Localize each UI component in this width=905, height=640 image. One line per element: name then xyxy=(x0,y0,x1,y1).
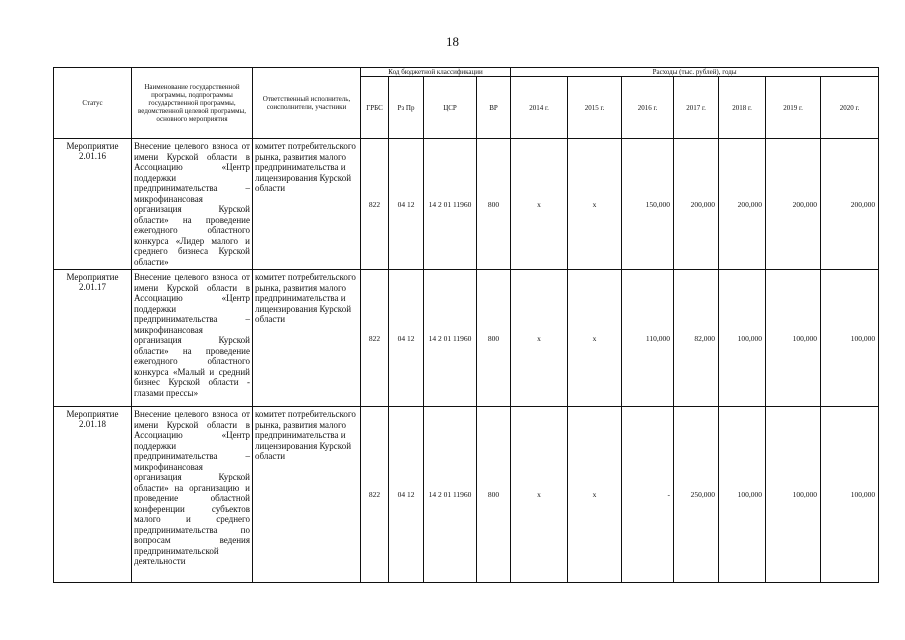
value-2019-cell: 100,000 xyxy=(766,407,821,583)
header-year-2020: 2020 г. xyxy=(821,77,879,139)
value-2017-cell: 250,000 xyxy=(674,407,719,583)
header-year-2015: 2015 г. xyxy=(568,77,622,139)
value-2017-cell: 200,000 xyxy=(674,139,719,270)
vr-cell: 800 xyxy=(477,407,511,583)
header-status: Статус xyxy=(54,68,132,139)
value-2014-cell: х xyxy=(511,270,568,407)
header-year-2016: 2016 г. xyxy=(622,77,674,139)
budget-table xyxy=(53,67,879,583)
value-2019-cell: 200,000 xyxy=(766,139,821,270)
header-year-2014: 2014 г. xyxy=(511,77,568,139)
value-2014-cell: х xyxy=(511,139,568,270)
table-row xyxy=(54,139,879,270)
csr-cell: 14 2 01 11960 xyxy=(424,270,477,407)
header-rzpr: Рз Пр xyxy=(389,77,424,139)
page-number: 18 xyxy=(446,34,459,49)
vr-cell: 800 xyxy=(477,270,511,407)
rzpr-cell: 04 12 xyxy=(389,139,424,270)
header-csr: ЦСР xyxy=(424,77,477,139)
value-2020-cell: 100,000 xyxy=(821,407,879,583)
header-year-2019: 2019 г. xyxy=(766,77,821,139)
table-row xyxy=(54,270,879,407)
value-2016-cell: 110,000 xyxy=(622,270,674,407)
header-year-2018: 2018 г. xyxy=(719,77,766,139)
value-2018-cell: 100,000 xyxy=(719,407,766,583)
name-cell: Внесение целевого взноса от имени Курской области в Ассоциацию «Центр поддержки предпринимательства – микрофинансовая организация Курской области» на организацию и проведение областной конференции субъектов малого и среднего предпринимательства по вопросам ведения предпринимательской деятельности xyxy=(132,407,253,583)
value-2015-cell: х xyxy=(568,270,622,407)
value-2016-cell: 150,000 xyxy=(622,139,674,270)
grbs-cell: 822 xyxy=(361,270,389,407)
value-2020-cell: 200,000 xyxy=(821,139,879,270)
table-row xyxy=(54,407,879,583)
header-budget-code-group: Код бюджетной классификации xyxy=(361,68,511,77)
rzpr-cell: 04 12 xyxy=(389,270,424,407)
vr-cell: 800 xyxy=(477,139,511,270)
header-name: Наименование государственной программы, подпрограммы государственной программы, ведомственной целевой программы, основного мероприятия xyxy=(132,68,253,139)
header-executor: Ответственный исполнитель, соисполнители, участники xyxy=(253,68,361,139)
value-2015-cell: х xyxy=(568,139,622,270)
status-cell: Мероприятие 2.01.16 xyxy=(54,139,132,270)
header-year-2017: 2017 г. xyxy=(674,77,719,139)
rzpr-cell: 04 12 xyxy=(389,407,424,583)
name-cell: Внесение целевого взноса от имени Курской области в Ассоциацию «Центр поддержки предпринимательства – микрофинансовая организация Курской области» на проведение ежегодного областного конкурса «Лидер малого и среднего бизнеса Курской области» xyxy=(132,139,253,270)
grbs-cell: 822 xyxy=(361,407,389,583)
status-cell: Мероприятие 2.01.17 xyxy=(54,270,132,407)
header-expenses-group: Расходы (тыс. рублей), годы xyxy=(511,68,879,77)
value-2015-cell: х xyxy=(568,407,622,583)
grbs-cell: 822 xyxy=(361,139,389,270)
csr-cell: 14 2 01 11960 xyxy=(424,407,477,583)
status-cell: Мероприятие 2.01.18 xyxy=(54,407,132,583)
name-cell: Внесение целевого взноса от имени Курской области в Ассоциацию «Центр поддержки предпринимательства – микрофинансовая организация Курской области» на проведение ежегодного областного конкурса «Малый и средний бизнес Курской области - глазами прессы» xyxy=(132,270,253,407)
value-2019-cell: 100,000 xyxy=(766,270,821,407)
header-grbs: ГРБС xyxy=(361,77,389,139)
value-2020-cell: 100,000 xyxy=(821,270,879,407)
value-2014-cell: х xyxy=(511,407,568,583)
value-2016-cell: - xyxy=(622,407,674,583)
value-2018-cell: 100,000 xyxy=(719,270,766,407)
executor-cell: комитет потребительского рынка, развития малого предпринимательства и лицензирования Курской области xyxy=(253,407,361,583)
csr-cell: 14 2 01 11960 xyxy=(424,139,477,270)
executor-cell: комитет потребительского рынка, развития малого предпринимательства и лицензирования Курской области xyxy=(253,139,361,270)
value-2018-cell: 200,000 xyxy=(719,139,766,270)
value-2017-cell: 82,000 xyxy=(674,270,719,407)
header-vr: ВР xyxy=(477,77,511,139)
executor-cell: комитет потребительского рынка, развития малого предпринимательства и лицензирования Курской области xyxy=(253,270,361,407)
